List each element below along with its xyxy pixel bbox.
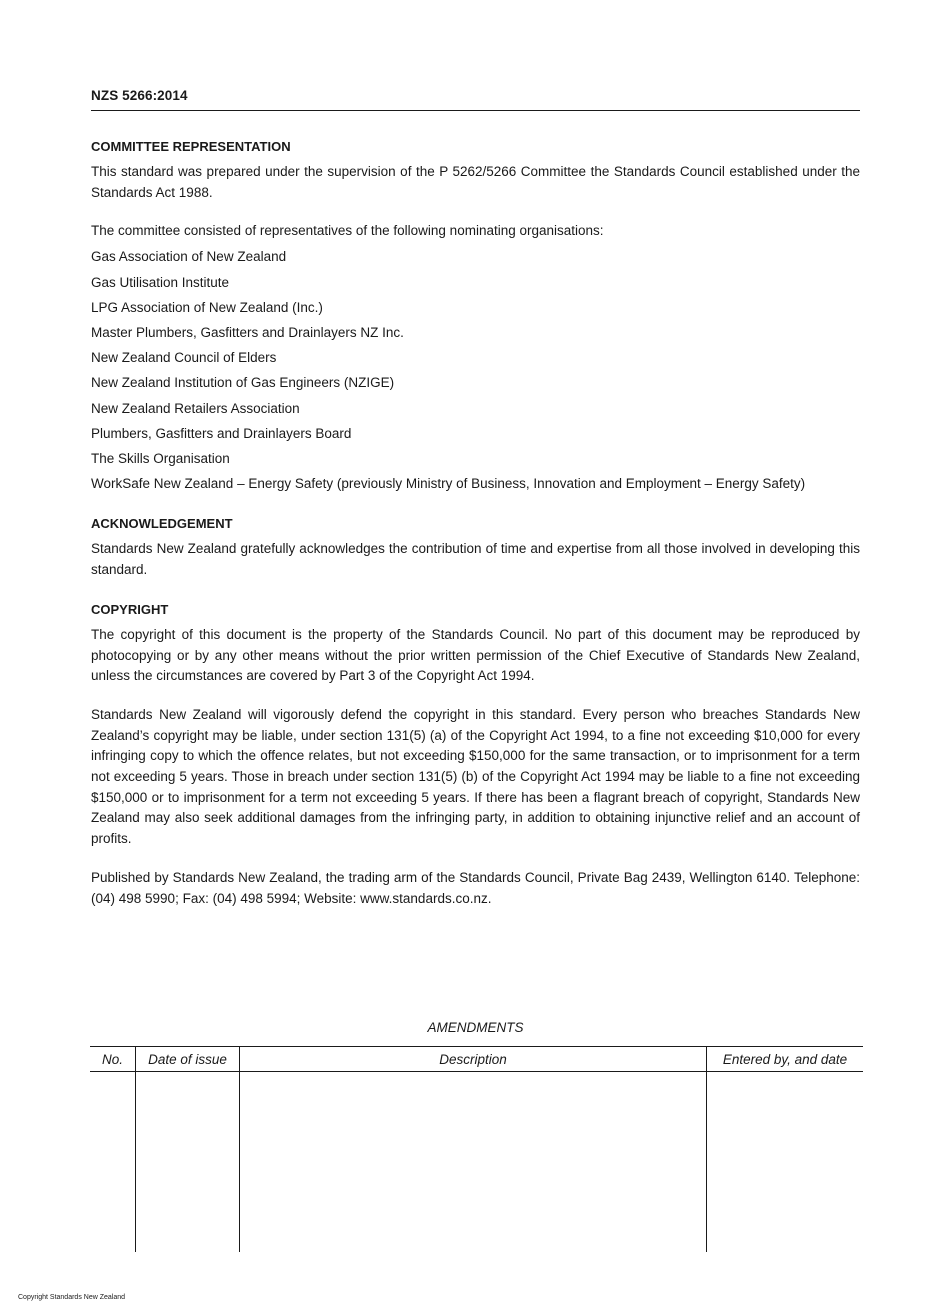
copyright-paragraph: The copyright of this document is the property of the Standards Council. No part of this document may be reproduced by photocopying or by any other means without the prior written permission of the Chief Executive of Standards New Zealand, unless the circumstances are covered by Part 3 of the Copyright Act 1994.	[91, 626, 860, 684]
list-item: LPG Association of New Zealand (Inc.)	[91, 299, 323, 315]
organisation-list	[91, 244, 860, 496]
column-header-entered-by: Entered by, and date	[707, 1047, 864, 1072]
table-header-row	[90, 1047, 863, 1072]
column-header-date: Date of issue	[136, 1047, 240, 1072]
table-row	[90, 1072, 863, 1253]
committee-intro: The committee consisted of representatives of the following nominating organisations:	[91, 223, 604, 239]
list-item: New Zealand Council of Elders	[91, 350, 277, 366]
copyright-heading: COPYRIGHT	[91, 601, 169, 617]
committee-paragraph: This standard was prepared under the supervision of the P 5262/5266 Committee the Standards Council established under the Standards Act 1988.	[91, 164, 860, 200]
list-item: Master Plumbers, Gasfitters and Drainlayers NZ Inc.	[91, 325, 404, 341]
committee-heading: COMMITTEE REPRESENTATION	[91, 139, 291, 154]
list-item: Gas Association of New Zealand	[91, 249, 287, 265]
copyright-enforcement-paragraph: Standards New Zealand will vigorously defend the copyright in this standard. Every person who breaches Standards New Zealand’s copyright may be liable, under section 131(5) (a) of the Copyright Act 1994, to a fine not exceeding $10,000 for every infringing copy to which the offence relates, but not exceeding $150,000 for the same transaction, or to imprisonment for a term not exceeding 5 years. Those in breach under section 131(5) (b) of the Copyright Act 1994 may be liable to a fine not exceeding $150,000 or to imprisonment for a term not exceeding 5 years. If there has been a flagrant breach of copyright, Standards New Zealand may also seek additional damages from the infringing party, in addition to obtaining injunctive relief and an account of profits.	[91, 706, 860, 847]
table-cell	[90, 1072, 136, 1253]
list-item: Gas Utilisation Institute	[91, 274, 230, 290]
list-item: The Skills Organisation	[91, 451, 230, 467]
acknowledgement-paragraph: Standards New Zealand gratefully acknowledges the contribution of time and expertise from all those involved in developing this standard.	[91, 541, 860, 578]
document-page	[91, 88, 860, 909]
acknowledgement-heading: ACKNOWLEDGEMENT	[91, 516, 233, 532]
amendments-title: AMENDMENTS	[427, 1020, 524, 1035]
publisher-paragraph: Published by Standards New Zealand, the trading arm of the Standards Council, Private Bag 2439, Wellington 6140. Telephone: (04) 498 5990; Fax: (04) 498 5994; Website: www.standards.co.nz.	[91, 869, 860, 906]
table-cell	[707, 1072, 864, 1253]
list-item: Plumbers, Gasfitters and Drainlayers Board	[91, 425, 352, 441]
amendments-table	[90, 1046, 863, 1252]
list-item: New Zealand Institution of Gas Engineers (NZIGE)	[91, 375, 395, 391]
list-item: New Zealand Retailers Association	[91, 400, 300, 416]
table-cell	[136, 1072, 240, 1253]
column-header-description: Description	[240, 1047, 707, 1072]
document-id: NZS 5266:2014	[91, 88, 860, 111]
table-cell	[240, 1072, 707, 1253]
column-header-no: No.	[90, 1047, 136, 1072]
footer-copyright: Copyright Standards New Zealand	[18, 1294, 126, 1301]
list-item: WorkSafe New Zealand – Energy Safety (previously Ministry of Business, Innovation and Employment – Energy Safety)	[91, 476, 806, 492]
